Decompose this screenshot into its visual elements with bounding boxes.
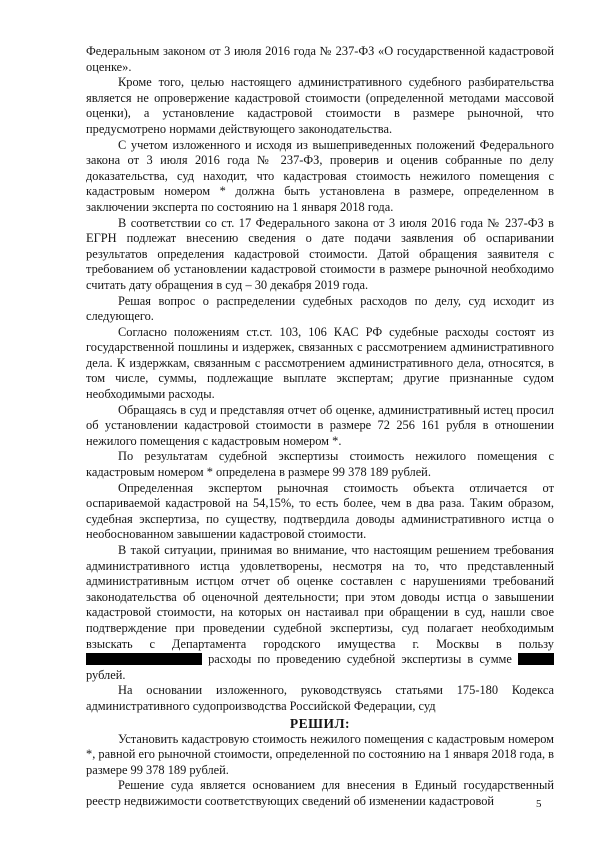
paragraph-costs-part-a: В такой ситуации, принимая во внимание, что настоящим решением требования административного истца удовлетворены, несмотря на то, что представленный административным истцом отчет об оценке составлен с нарушениями требований законодательства об оценочной деятельности; при этом доводы истца о завышении кадастровой стоимости, на которых он настаивал при обращении в суд, нашли свое подтверждение при проведении судебной экспертизы, суд полагает необходимым взыскать с Департамента городского имущества г. Москвы в пользу (86, 543, 554, 651)
paragraph: С учетом изложенного и исходя из вышеприведенных положений Федерального закона от 3 июля 2016 года № 237-ФЗ, проверив и оценив собранные по делу доказательства, суд находит, что кадастровая стоимость нежилого помещения с кадастровым номером * должна быть установлена в размере, определенном в заключении эксперта по состоянию на 1 января 2018 года. (86, 137, 554, 214)
paragraph: Согласно положениям ст.ст. 103, 106 КАС РФ судебные расходы состоят из государственной пошлины и издержек, связанных с рассмотрением административного дела. К издержкам, связанным с рассмотрением административного дела, относятся, в том числе, суммы, подлежащие выплате экспертам; другие признанные судом необходимыми расходы. (86, 324, 554, 402)
paragraph: Кроме того, целью настоящего административного судебного разбирательства является не опровержение кадастровой стоимости (определенной методами массовой оценки), а установление кадастровой стоимости в размере рыночной, что предусмотрено нормами действующего законодательства. (86, 75, 554, 136)
decision-heading: РЕШИЛ: (289, 715, 351, 731)
paragraph-costs (86, 543, 554, 683)
paragraph: Обращаясь в суд и представляя отчет об оценке, административный истец просил об установлении кадастровой стоимости в размере 72 256 161 рубля в отношении нежилого помещения с кадастровым номером *. (86, 402, 554, 448)
paragraph-costs-part-c: рублей. (86, 667, 126, 682)
paragraph: По результатам судебной экспертизы стоимость нежилого помещения с кадастровым номером * определена в размере 99 378 189 рублей. (86, 449, 554, 480)
paragraph: Федеральным законом от 3 июля 2016 года № 237-ФЗ «О государственной кадастровой оценке». (86, 44, 554, 74)
page-number: 5 (536, 798, 542, 810)
paragraph-costs-part-b: расходы по проведению судебной экспертизы в сумме (208, 652, 512, 667)
paragraph: Установить кадастровую стоимость нежилого помещения с кадастровым номером *, равной его рыночной стоимости, определенной по состоянию на 1 января 2018 года, в размере 99 378 189 рублей. (86, 731, 554, 777)
paragraph: Определенная экспертом рыночная стоимость объекта отличается от оспариваемой кадастровой на 54,15%, то есть более, чем в два раза. Таким образом, судебная экспертиза, по существу, подтвердила доводы административного истца о необоснованном завышении кадастровой стоимости. (86, 480, 554, 542)
redaction-box (518, 653, 554, 665)
paragraph: Решая вопрос о распределении судебных расходов по делу, суд исходит из следующего. (86, 293, 554, 324)
paragraph: В соответствии со ст. 17 Федерального закона от 3 июля 2016 года № 237-ФЗ в ЕГРН подлежат внесению сведения о дате подачи заявления об оспаривании результатов определения кадастровой стоимости. Датой обращения заявителя с требованием об установлении кадастровой стоимости в размере рыночной необходимо считать дату обращения в суд – 30 декабря 2019 года. (86, 215, 554, 292)
document-body (86, 44, 554, 810)
redaction-box (86, 653, 202, 665)
paragraph: Решение суда является основанием для внесения в Единый государственный реестр недвижимости соответствующих сведений об изменении кадастровой (86, 778, 554, 808)
paragraph: На основании изложенного, руководствуясь статьями 175-180 Кодекса административного судопроизводства Российской Федерации, суд (86, 683, 554, 713)
